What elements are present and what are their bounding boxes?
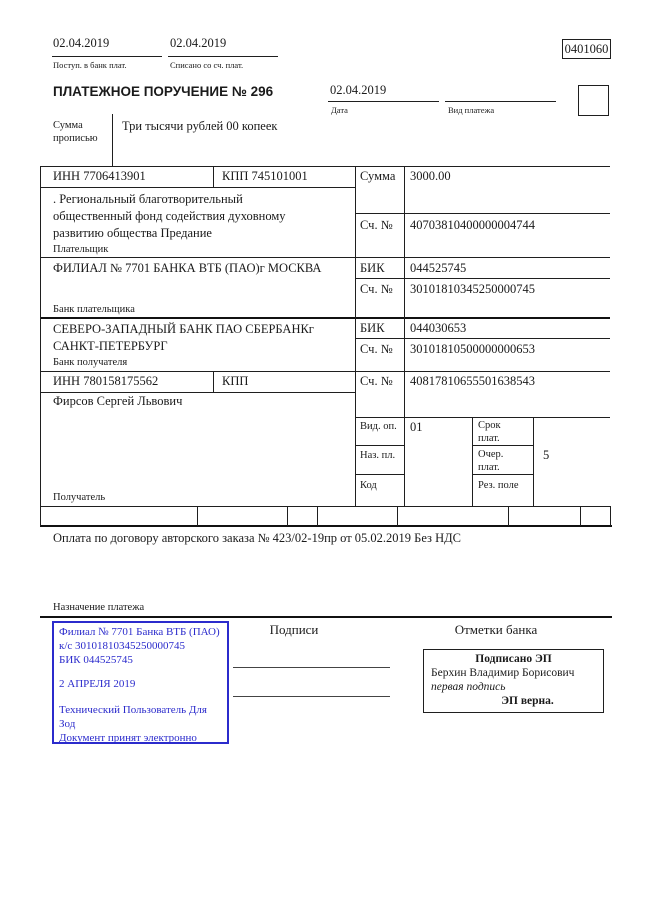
debited-date-underline: [168, 56, 278, 57]
payee-inn: ИНН 780158175562: [53, 374, 159, 388]
table-line: [533, 417, 534, 506]
payer-bank-label: Банк плательщика: [53, 304, 135, 315]
table-line: [404, 166, 405, 506]
payee-bank-bik-label: БИК: [360, 321, 385, 335]
payee-bank-name: СЕВЕРО-ЗАПАДНЫЙ БАНК ПАО СБЕРБАНКг САНКТ-ПЕТЕРБУРГ: [53, 322, 314, 353]
table-line: [40, 166, 41, 526]
received-date: 02.04.2019: [53, 36, 110, 50]
payee-name: Фирсов Сергей Львович: [53, 394, 183, 408]
payee-kpp: КПП: [222, 374, 249, 388]
payer-label: Плательщик: [53, 244, 109, 255]
table-line: [472, 417, 473, 506]
stamp-user: Технический Пользователь Для Зод: [59, 703, 207, 730]
table-line: [317, 506, 318, 526]
payment-purpose-label: Назначение платежа: [53, 602, 145, 613]
signature-line-1: [233, 667, 390, 668]
table-line: [610, 506, 611, 526]
payer-account-label: Сч. №: [360, 218, 393, 232]
table-line: [213, 371, 214, 392]
stamp-validity: ЭП верна.: [501, 695, 554, 708]
payee-account-value: 40817810655501638543: [410, 374, 535, 388]
table-line: [40, 257, 610, 258]
op-type-value: 01: [410, 420, 423, 434]
table-line: [355, 417, 610, 418]
table-line: [355, 278, 610, 279]
date-underline: [328, 101, 439, 102]
table-line: [197, 506, 198, 526]
stamp-signer-name: Берхин Владимир Борисович: [431, 667, 575, 680]
payment-type-underline: [445, 101, 556, 102]
payee-bank-account-value: 30101810500000000653: [410, 342, 535, 356]
payer-bank-bik-label: БИК: [360, 261, 385, 275]
payee-label: Получатель: [53, 492, 106, 503]
table-line: [508, 506, 509, 526]
stamp-title: Подписано ЭП: [475, 653, 552, 665]
amount-label: Сумма: [360, 169, 396, 183]
table-line: [213, 166, 214, 187]
payee-bank-bik-value: 044030653: [410, 321, 467, 335]
pay-term-label: Срок плат.: [478, 420, 501, 444]
pay-order-value: 5: [543, 448, 550, 462]
table-line: [355, 474, 404, 475]
document-title: ПЛАТЕЖНОЕ ПОРУЧЕНИЕ № 296: [53, 84, 274, 99]
payee-account-label: Сч. №: [360, 374, 393, 388]
pay-order-label: Очер. плат.: [478, 449, 504, 473]
table-line: [40, 317, 610, 319]
form-code: 0401060: [564, 42, 609, 56]
code-label: Код: [360, 480, 377, 491]
payer-inn: ИНН 7706413901: [53, 169, 146, 183]
table-line: [40, 525, 612, 527]
payer-bank-bik-value: 044525745: [410, 261, 467, 275]
table-line: [40, 506, 610, 507]
bank-electronic-stamp: [52, 621, 229, 744]
table-line: [287, 506, 288, 526]
form-code-box: [562, 39, 611, 59]
stamp-signature-type: первая подпись: [431, 681, 506, 694]
stamp-bank-name: Филиал № 7701 Банка ВТБ (ПАО): [59, 626, 220, 638]
payer-bank-account-label: Сч. №: [360, 282, 393, 296]
table-line: [355, 445, 404, 446]
table-line: [355, 213, 610, 214]
payer-kpp: КПП 745101001: [222, 169, 308, 183]
document-date: 02.04.2019: [330, 83, 387, 97]
received-date-underline: [52, 56, 162, 57]
amount-words-label: Сумма прописью: [53, 120, 98, 144]
stamp-corr-account: к/с 30101810345250000745: [59, 639, 186, 652]
signature-stamp: [423, 649, 604, 713]
bank-marks-label: Отметки банка: [454, 622, 538, 637]
table-line: [355, 166, 356, 506]
debited-date: 02.04.2019: [170, 36, 227, 50]
payment-type-label: Вид платежа: [448, 105, 495, 115]
payee-bank-label: Банк получателя: [53, 357, 128, 368]
stamp-bik: БИК 044525745: [59, 653, 133, 666]
payment-purpose-text: Оплата по договору авторского заказа № 423/02-19пр от 05.02.2019 Без НДС: [53, 531, 462, 545]
reserve-field-label: Рез. поле: [478, 480, 519, 491]
payer-account-value: 40703810400000004744: [410, 218, 535, 232]
amount-words-value: Три тысячи рублей 00 копеек: [122, 119, 278, 133]
payee-bank-account-label: Сч. №: [360, 342, 393, 356]
signature-line-2: [233, 696, 390, 697]
status-box: [578, 85, 609, 116]
payer-bank-account-value: 30101810345250000745: [410, 282, 535, 296]
table-line: [40, 392, 355, 393]
signatures-label: Подписи: [269, 622, 319, 637]
table-line: [355, 338, 610, 339]
pay-purpose-code-label: Наз. пл.: [360, 450, 396, 461]
table-line: [40, 187, 355, 188]
date-label: Дата: [331, 105, 348, 115]
stamp-note: Документ принят электронно: [59, 731, 197, 744]
amount-value: 3000.00: [410, 169, 451, 183]
amount-words-divider: [112, 114, 113, 166]
op-type-label: Вид. оп.: [360, 421, 397, 432]
received-date-label: Поступ. в банк плат.: [53, 60, 127, 70]
stamp-date: 2 АПРЕЛЯ 2019: [59, 677, 136, 690]
debited-date-label: Списано со сч. плат.: [170, 60, 244, 70]
table-line: [580, 506, 581, 526]
table-line: [397, 506, 398, 526]
payer-bank-name: ФИЛИАЛ № 7701 БАНКА ВТБ (ПАО)г МОСКВА: [53, 261, 322, 275]
table-line: [40, 166, 610, 167]
payer-name: . Региональный благотворительный общественный фонд содействия духовному развитию общества Предание: [53, 192, 286, 240]
table-line: [40, 371, 610, 372]
purpose-section-line: [40, 616, 612, 618]
